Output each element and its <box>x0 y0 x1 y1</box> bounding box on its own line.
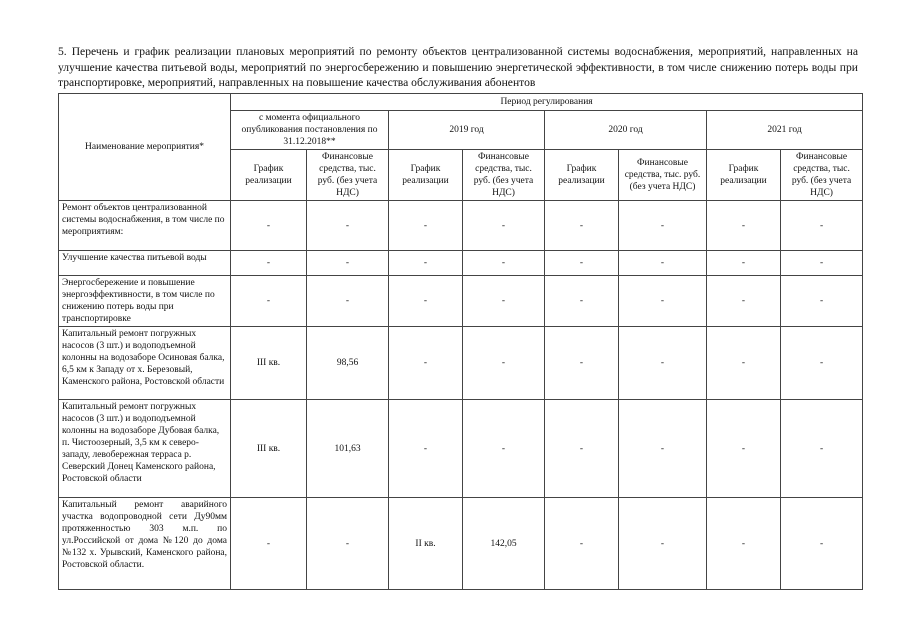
cell: - <box>781 400 863 498</box>
cell: - <box>389 251 463 276</box>
cell: - <box>545 201 619 251</box>
period-header-initial: с момента официального опубликования постановления по 31.12.2018** <box>231 111 389 150</box>
subheader-schedule: График реализации <box>231 150 307 201</box>
cell: - <box>781 201 863 251</box>
subheader-schedule: График реализации <box>545 150 619 201</box>
cell: - <box>307 498 389 590</box>
cell: - <box>231 498 307 590</box>
cell: - <box>619 498 707 590</box>
cell: - <box>389 327 463 400</box>
row-name: Улучшение качества питьевой воды <box>59 251 231 276</box>
subheader-schedule: График реализации <box>389 150 463 201</box>
cell: III кв. <box>231 400 307 498</box>
cell: - <box>307 251 389 276</box>
cell: - <box>707 498 781 590</box>
row-name: Капитальный ремонт погружных насосов (3 шт.) и водоподъемной колонны на водозаборе Дубовая балка, п. Чистоозерный, 3,5 км к северо-западу, левобережная терраса р. Северский Донец Каменского района, Ростовской области <box>59 400 231 498</box>
cell: - <box>619 276 707 327</box>
cell: - <box>545 327 619 400</box>
cell: - <box>463 201 545 251</box>
subheader-schedule: График реализации <box>707 150 781 201</box>
cell: - <box>545 400 619 498</box>
cell: 101,63 <box>307 400 389 498</box>
cell: - <box>781 276 863 327</box>
cell: - <box>619 400 707 498</box>
cell: - <box>545 498 619 590</box>
subheader-finance: Финансовые средства, тыс. руб. (без учета НДС) <box>619 150 707 201</box>
cell: II кв. <box>389 498 463 590</box>
table-row <box>59 201 863 251</box>
subheader-finance: Финансовые средства, тыс. руб. (без учета НДС) <box>463 150 545 201</box>
cell: - <box>707 327 781 400</box>
cell: - <box>307 276 389 327</box>
cell: - <box>463 251 545 276</box>
header-row-1 <box>59 94 863 111</box>
cell: - <box>619 251 707 276</box>
cell: - <box>545 251 619 276</box>
cell: - <box>231 201 307 251</box>
period-header-2020: 2020 год <box>545 111 707 150</box>
cell: - <box>545 276 619 327</box>
cell: 142,05 <box>463 498 545 590</box>
table-row <box>59 251 863 276</box>
name-column-header: Наименование мероприятия* <box>59 94 231 201</box>
row-name: Энергосбережение и повышение энергоэффективности, в том числе по снижению потерь воды при транспортировке <box>59 276 231 327</box>
row-name: Ремонт объектов централизованной системы водоснабжения, в том числе по мероприятиям: <box>59 201 231 251</box>
cell: - <box>389 276 463 327</box>
cell: - <box>619 201 707 251</box>
cell: - <box>307 201 389 251</box>
cell: - <box>463 276 545 327</box>
cell: - <box>781 251 863 276</box>
section-heading: 5. Перечень и график реализации плановых мероприятий по ремонту объектов централизованной системы водоснабжения, мероприятий, направленных на улучшение качества питьевой воды, мероприятий по энергосбережению и повышению энергетической эффективности, в том числе снижению потерь воды при транспортировке, мероприятий, направленных на повышение качества обслуживания абонентов <box>58 45 858 90</box>
cell: - <box>619 327 707 400</box>
cell: - <box>231 276 307 327</box>
cell: III кв. <box>231 327 307 400</box>
row-name: Капитальный ремонт аварийного участка водопроводной сети Ду90мм протяженностью 303 м.п. по ул.Российской от дома №120 до дома №132 х. Урывский, Каменского района, Ростовской области. <box>59 498 231 590</box>
cell: - <box>231 251 307 276</box>
cell: - <box>389 400 463 498</box>
cell: - <box>707 201 781 251</box>
subheader-finance: Финансовые средства, тыс. руб. (без учета НДС) <box>781 150 863 201</box>
cell: - <box>389 201 463 251</box>
cell: - <box>463 400 545 498</box>
cell: - <box>707 251 781 276</box>
cell: - <box>463 327 545 400</box>
period-header-2019: 2019 год <box>389 111 545 150</box>
cell: - <box>707 400 781 498</box>
cell: - <box>707 276 781 327</box>
row-name: Капитальный ремонт погружных насосов (3 шт.) и водоподъемной колонны на водозаборе Осиновая балка, 6,5 км к Западу от х. Березовый, Каменского района, Ростовской области <box>59 327 231 400</box>
table-row <box>59 498 863 590</box>
cell: - <box>781 498 863 590</box>
period-header: Период регулирования <box>231 94 863 111</box>
subheader-finance: Финансовые средства, тыс. руб. (без учета НДС) <box>307 150 389 201</box>
table-row <box>59 276 863 327</box>
cell: - <box>781 327 863 400</box>
cell: 98,56 <box>307 327 389 400</box>
table-row <box>59 327 863 400</box>
measures-table <box>58 93 863 590</box>
table-row <box>59 400 863 498</box>
period-header-2021: 2021 год <box>707 111 863 150</box>
